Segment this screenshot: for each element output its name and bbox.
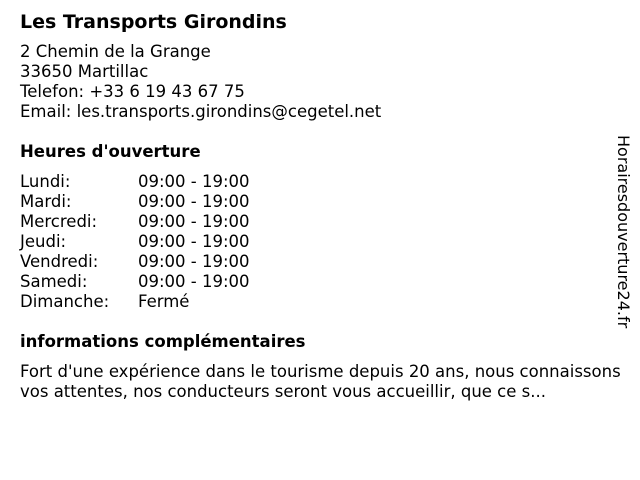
- additional-info-heading: informations complémentaires: [20, 332, 306, 351]
- day-label: Vendredi:: [20, 252, 99, 271]
- time-value: 09:00 - 19:00: [138, 192, 250, 211]
- hours-row-saturday: [20, 272, 610, 292]
- email-address[interactable]: Email: les.transports.girondins@cegetel.net: [20, 102, 382, 121]
- time-value: 09:00 - 19:00: [138, 172, 250, 191]
- address-block: [20, 42, 610, 122]
- hours-row-sunday: [20, 292, 610, 312]
- day-label: Lundi:: [20, 172, 71, 191]
- phone-number[interactable]: Telefon: +33 6 19 43 67 75: [20, 82, 245, 101]
- day-label: Mercredi:: [20, 212, 98, 231]
- hours-row-tuesday: [20, 192, 610, 212]
- hours-row-friday: [20, 252, 610, 272]
- opening-hours-table: [20, 172, 610, 312]
- hours-row-monday: [20, 172, 610, 192]
- time-value: Fermé: [138, 292, 190, 311]
- business-card: [20, 10, 621, 402]
- time-value: 09:00 - 19:00: [138, 212, 250, 231]
- time-value: 09:00 - 19:00: [138, 252, 250, 271]
- time-value: 09:00 - 19:00: [138, 272, 250, 291]
- hours-row-thursday: [20, 232, 610, 252]
- site-watermark: Horairesdouverture24.fr: [614, 135, 633, 329]
- hours-row-wednesday: [20, 212, 610, 232]
- day-label: Samedi:: [20, 272, 88, 291]
- business-name: Les Transports Girondins: [20, 11, 287, 33]
- street-address: 2 Chemin de la Grange: [20, 42, 211, 61]
- day-label: Dimanche:: [20, 292, 110, 311]
- day-label: Mardi:: [20, 192, 72, 211]
- additional-info-text: Fort d'une expérience dans le tourisme depuis 20 ans, nous connaissons vos attentes, nos conducteurs seront vous accueillir, que ce s...: [20, 362, 621, 401]
- city-address: 33650 Martillac: [20, 62, 149, 81]
- day-label: Jeudi:: [20, 232, 67, 251]
- opening-hours-heading: Heures d'ouverture: [20, 142, 201, 161]
- time-value: 09:00 - 19:00: [138, 232, 250, 251]
